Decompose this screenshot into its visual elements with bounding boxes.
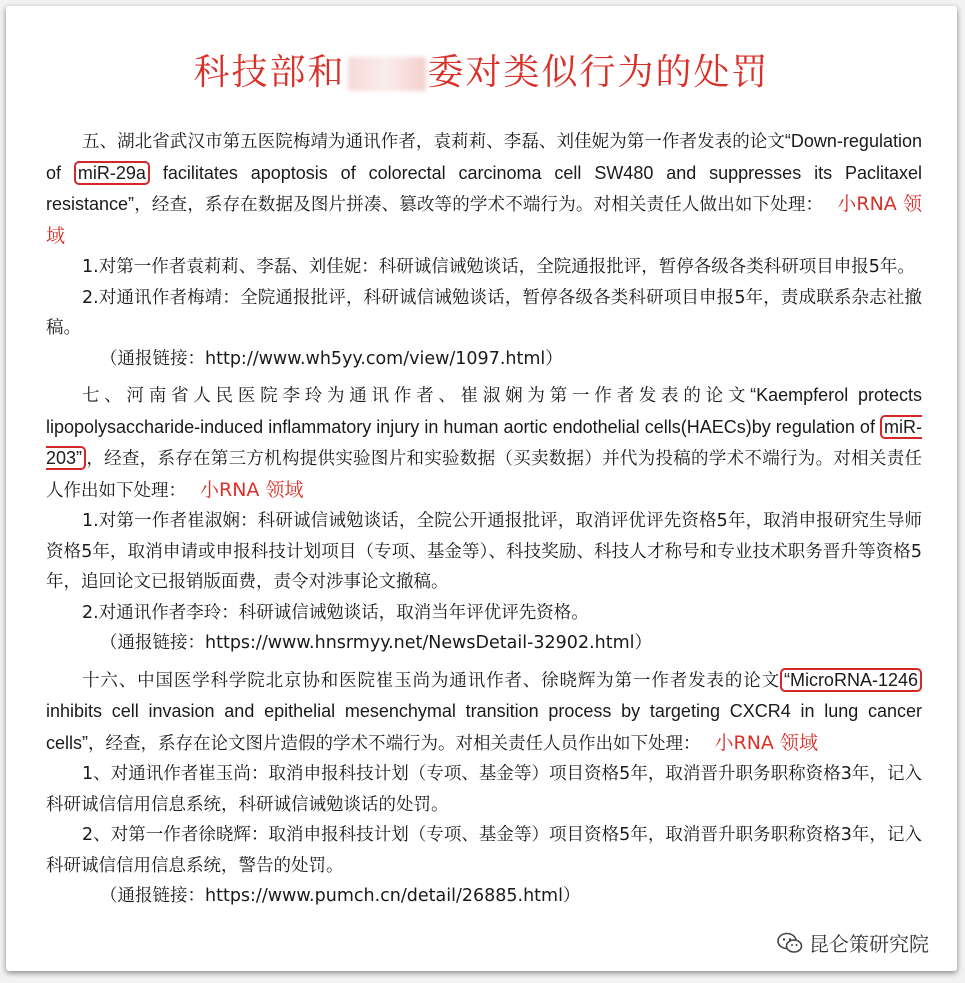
case16-intro: 十六、中国医学科学院北京协和医院崔玉尚为通讯作者、徐晓辉为第一作者发表的论文	[82, 670, 780, 691]
title-left: 科技部和	[193, 52, 346, 93]
title-right: 委对类似行为的处罚	[427, 52, 770, 93]
wechat-icon	[777, 932, 803, 954]
case16-paragraph	[46, 665, 922, 760]
case7-intro: 七、河南省人民医院李玲为通讯作者、崔淑娴为第一作者发表的论文	[82, 386, 751, 406]
case5-paragraph	[46, 126, 922, 252]
case16-domain-tag: 小RNA 领域	[714, 731, 818, 754]
watermark	[777, 928, 929, 957]
case16-paper-title: inhibits cell invasion and epithelial mesenchymal transition process by targeting CXCR4 in lung cancer cells”	[46, 701, 922, 753]
document-body	[46, 126, 922, 912]
case5-paper-title-end: facilitates apoptosis of colorectal carcinoma cell SW480 and suppresses its Paclitaxel resistance”	[46, 162, 923, 214]
case7-link: （通报链接：https://www.hnsrmyy.net/NewsDetail-32902.html）	[100, 633, 653, 653]
case5-intro: 五、湖北省武汉市第五医院梅靖为通讯作者，袁莉莉、李磊、刘佳妮为第一作者发表的论文	[82, 132, 785, 152]
case5-domain-tag: 小RNA 领域	[46, 193, 923, 247]
case5-finding: ，经查，系存在数据及图片拼凑、篡改等的学术不端行为。对相关责任人做出如下处理：	[134, 195, 824, 215]
case16-finding: ，经查，系存在论文图片造假的学术不端行为。对相关责任人员作出如下处理：	[88, 733, 701, 754]
case5-item2: 2.对通讯作者梅靖：全院通报批评，科研诚信诫勉谈话，暂停各级各类科研项目申报5年，责成联系杂志社撤稿。	[46, 287, 922, 338]
case5-highlight-box: miR-29a	[74, 161, 150, 185]
case7-highlight-box: miR-203”	[46, 416, 922, 468]
page-title	[6, 44, 957, 95]
case7-paper-title: “Kaempferol protects lipopolysaccharide-induced inflammatory injury in human aortic endothelial cells(HAECs)by regulation of	[46, 385, 922, 437]
case7-paragraph	[46, 380, 922, 506]
document-page	[6, 6, 957, 971]
case5-item1: 1.对第一作者袁莉莉、李磊、刘佳妮：科研诚信诫勉谈话，全院通报批评，暂停各级各类科研项目申报5年。	[82, 257, 915, 277]
watermark-text: 昆仑策研究院	[809, 932, 929, 956]
case7-domain-tag: 小RNA 领域	[200, 478, 304, 501]
redacted-text	[348, 57, 426, 91]
case5-link: （通报链接：http://www.wh5yy.com/view/1097.html）	[100, 348, 563, 369]
case7-finding: ，经查，系存在第三方机构提供实验图片和实验数据（买卖数据）并代为投稿的学术不端行为。对相关责任人作出如下处理：	[46, 449, 922, 501]
case7-item1: 1.对第一作者崔淑娴：科研诚信诫勉谈话，全院公开通报批评，取消评优评先资格5年，取消申报研究生导师资格5年，取消申请或申报科技计划项目（专项、基金等）、科技奖励、科技人才称号和专业技术职务晋升等资格5年，追回论文已报销版面费，责令对涉事论文撤稿。	[46, 511, 922, 592]
case16-item1: 1、对通讯作者崔玉尚：取消申报科技计划（专项、基金等）项目资格5年，取消晋升职务职称资格3年，记入科研诚信信用信息系统，科研诚信诫勉谈话的处罚。	[46, 764, 922, 815]
case5-paper-title-start: “Down-regulation of	[46, 131, 922, 183]
case16-highlight-box: “MicroRNA-1246	[780, 668, 922, 692]
case7-item2: 2.对通讯作者李玲：科研诚信诫勉谈话，取消当年评优评先资格。	[82, 602, 589, 623]
case16-item2: 2、对第一作者徐晓辉：取消申报科技计划（专项、基金等）项目资格5年，取消晋升职务职称资格3年，记入科研诚信信用信息系统，警告的处罚。	[46, 825, 922, 876]
case16-link: （通报链接：https://www.pumch.cn/detail/26885.html）	[100, 886, 581, 906]
